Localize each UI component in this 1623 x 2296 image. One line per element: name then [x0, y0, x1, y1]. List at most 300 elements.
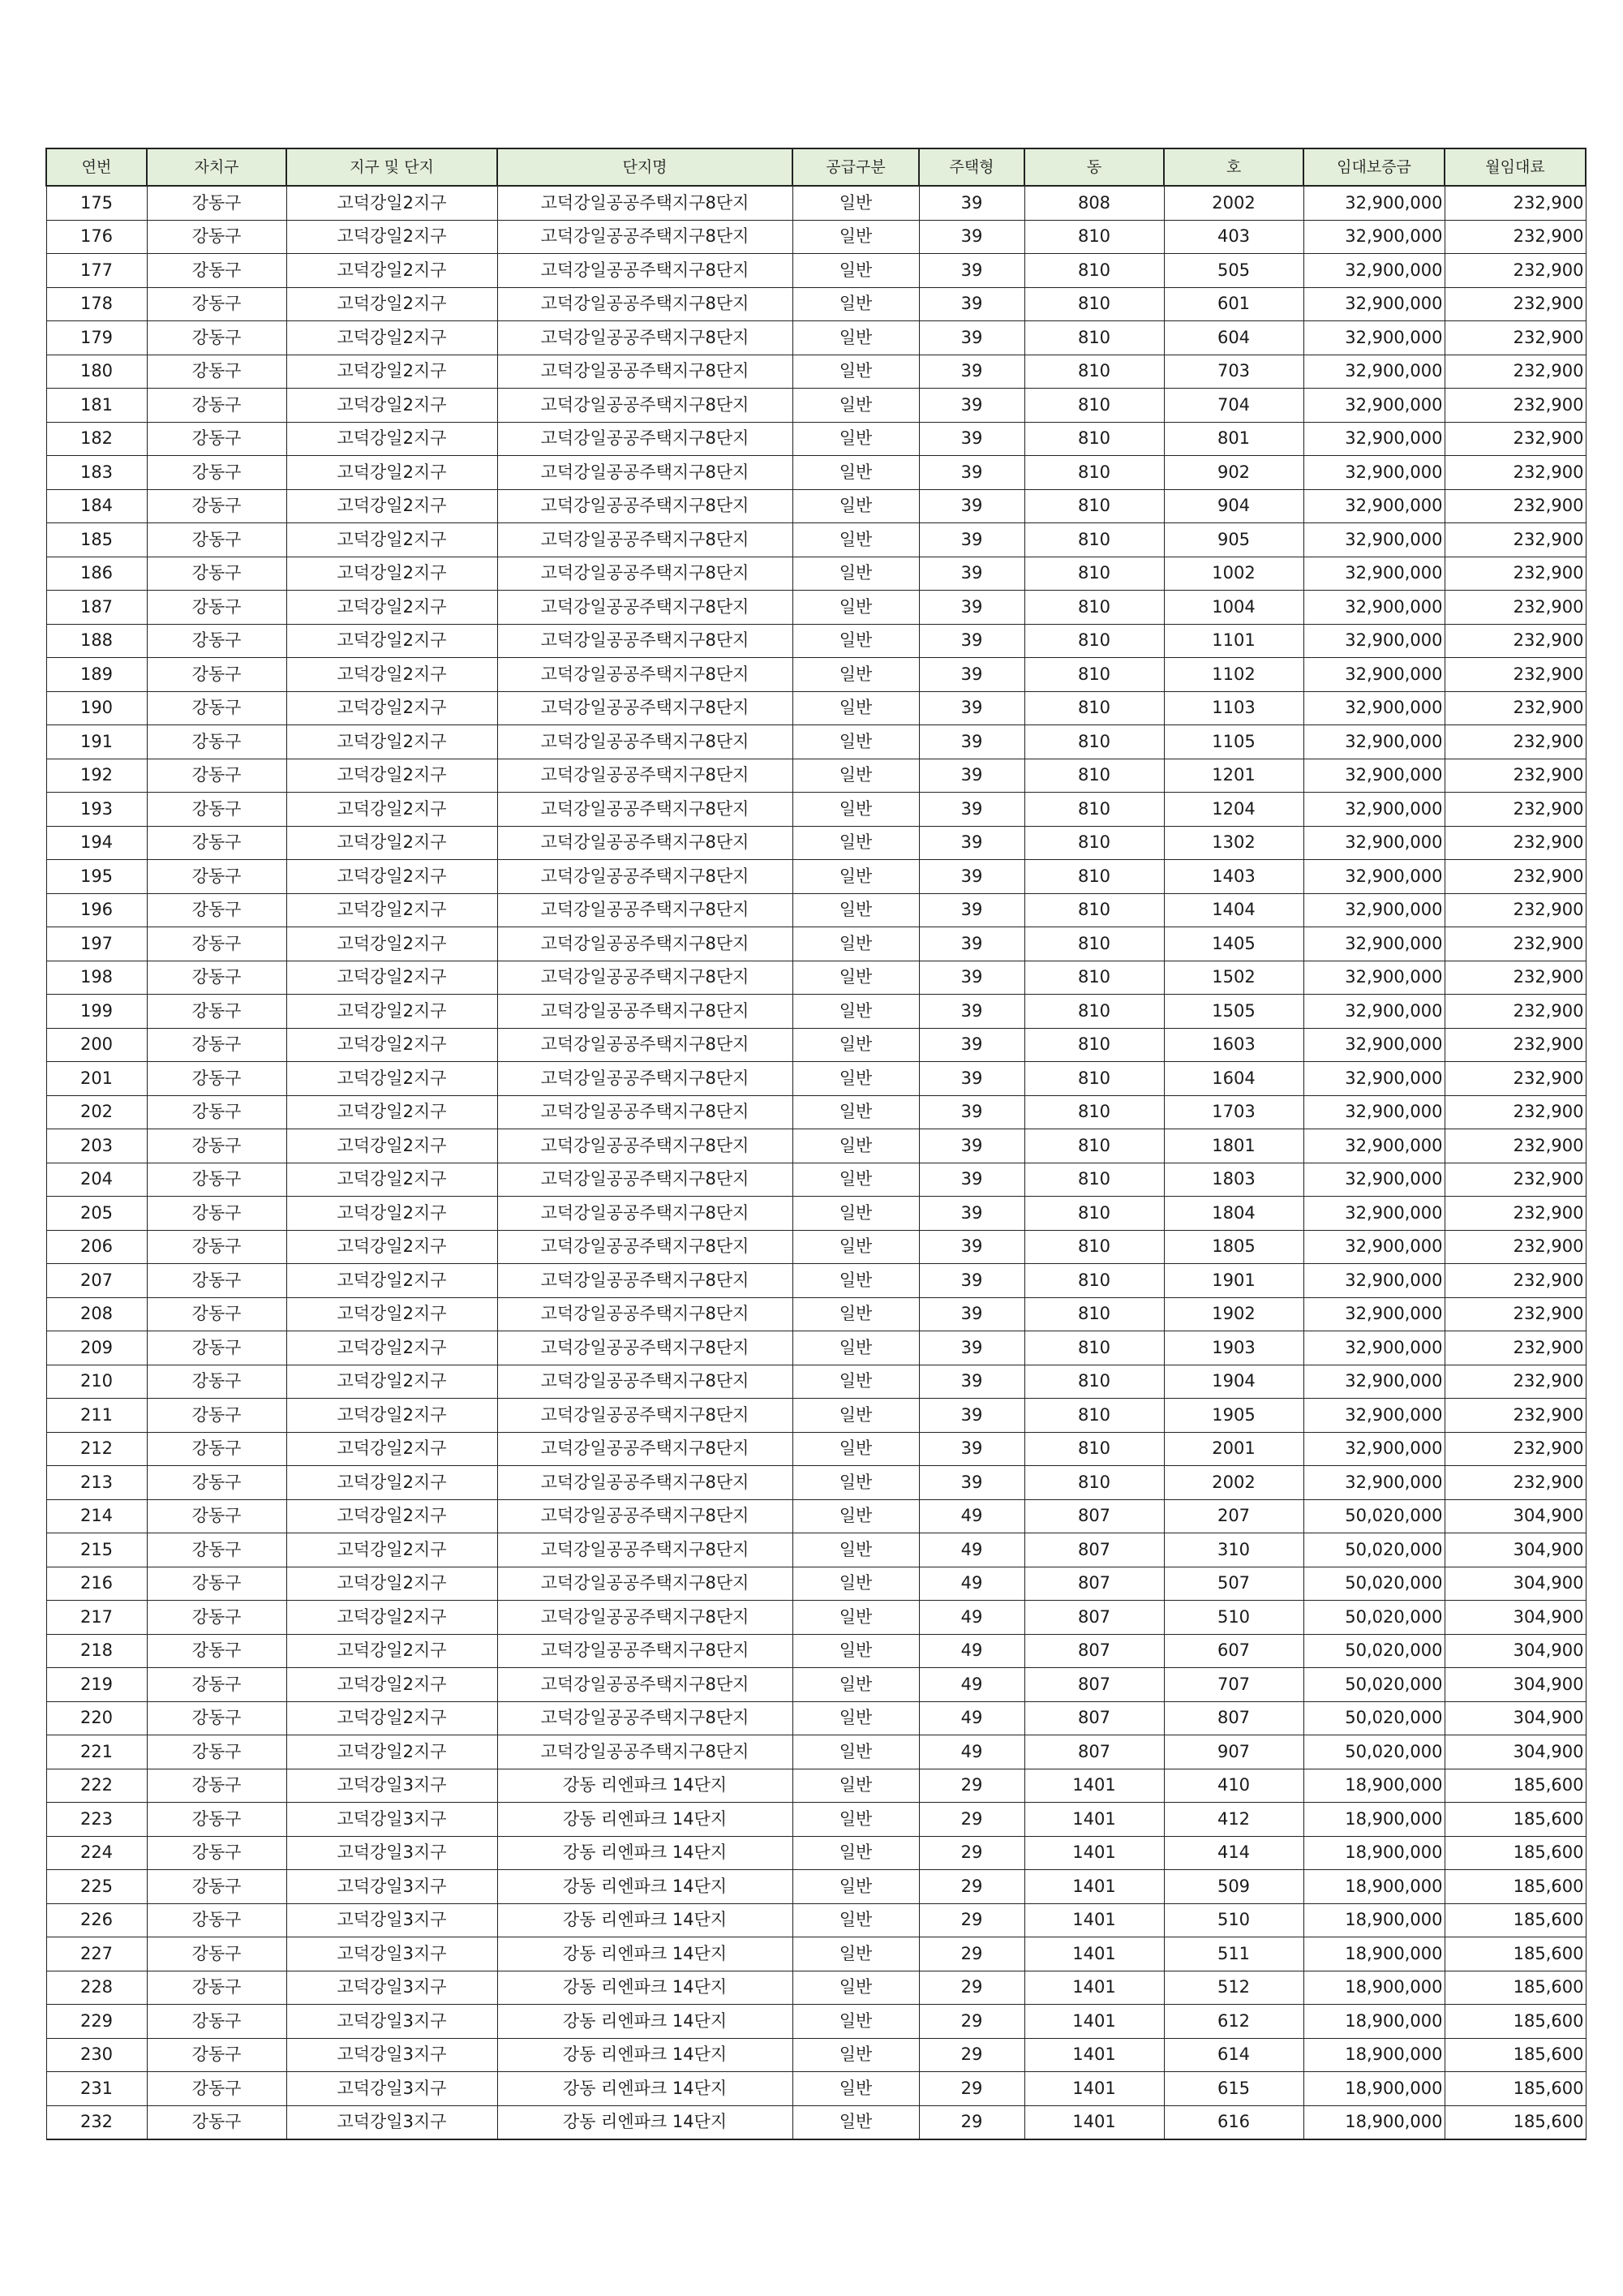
- cell-district: 강동구: [147, 1903, 286, 1937]
- cell-complex: 고덕강일공공주택지구8단지: [497, 725, 792, 759]
- cell-deposit: 50,020,000: [1303, 1634, 1445, 1668]
- cell-unit-type: 39: [919, 759, 1024, 793]
- cell-serial: 211: [46, 1399, 147, 1433]
- cell-monthly-rent: 232,900: [1445, 1432, 1586, 1466]
- cell-supply-type: 일반: [792, 422, 919, 456]
- cell-complex: 고덕강일공공주택지구8단지: [497, 860, 792, 894]
- cell-complex: 고덕강일공공주택지구8단지: [497, 1095, 792, 1129]
- cell-unit-number: 1804: [1164, 1197, 1303, 1231]
- cell-unit-number: 1403: [1164, 860, 1303, 894]
- cell-serial: 181: [46, 389, 147, 423]
- cell-complex: 강동 리엔파크 14단지: [497, 1870, 792, 1904]
- cell-building: 810: [1024, 557, 1164, 591]
- cell-serial: 180: [46, 355, 147, 389]
- cell-complex: 고덕강일공공주택지구8단지: [497, 995, 792, 1029]
- cell-serial: 210: [46, 1365, 147, 1399]
- cell-zone: 고덕강일2지구: [286, 1197, 497, 1231]
- cell-complex: 고덕강일공공주택지구8단지: [497, 1197, 792, 1231]
- cell-zone: 고덕강일2지구: [286, 1601, 497, 1635]
- cell-building: 1401: [1024, 1971, 1164, 2005]
- cell-district: 강동구: [147, 1567, 286, 1601]
- cell-building: 1401: [1024, 1836, 1164, 1870]
- cell-deposit: 32,900,000: [1303, 456, 1445, 490]
- cell-complex: 고덕강일공공주택지구8단지: [497, 1331, 792, 1365]
- cell-district: 강동구: [147, 1499, 286, 1533]
- cell-complex: 고덕강일공공주택지구8단지: [497, 1567, 792, 1601]
- table-row: [46, 658, 1586, 692]
- cell-zone: 고덕강일2지구: [286, 1399, 497, 1433]
- cell-building: 810: [1024, 961, 1164, 995]
- cell-serial: 208: [46, 1297, 147, 1331]
- cell-unit-number: 703: [1164, 355, 1303, 389]
- cell-zone: 고덕강일3지구: [286, 2105, 497, 2139]
- cell-unit-type: 39: [919, 927, 1024, 961]
- cell-unit-type: 39: [919, 389, 1024, 423]
- cell-unit-type: 39: [919, 995, 1024, 1029]
- cell-monthly-rent: 232,900: [1445, 1129, 1586, 1163]
- cell-zone: 고덕강일2지구: [286, 355, 497, 389]
- cell-zone: 고덕강일2지구: [286, 489, 497, 523]
- cell-zone: 고덕강일3지구: [286, 2038, 497, 2072]
- cell-zone: 고덕강일2지구: [286, 1230, 497, 1264]
- cell-district: 강동구: [147, 1803, 286, 1837]
- cell-unit-type: 29: [919, 1937, 1024, 1971]
- cell-serial: 232: [46, 2105, 147, 2139]
- cell-building: 807: [1024, 1567, 1164, 1601]
- cell-unit-type: 49: [919, 1668, 1024, 1702]
- cell-unit-number: 505: [1164, 254, 1303, 288]
- table-row: [46, 1971, 1586, 2005]
- cell-unit-number: 414: [1164, 1836, 1303, 1870]
- table-row: [46, 254, 1586, 288]
- cell-building: 1401: [1024, 1937, 1164, 1971]
- cell-unit-type: 39: [919, 793, 1024, 827]
- cell-monthly-rent: 232,900: [1445, 287, 1586, 321]
- cell-supply-type: 일반: [792, 1129, 919, 1163]
- cell-building: 810: [1024, 1129, 1164, 1163]
- cell-monthly-rent: 185,600: [1445, 2038, 1586, 2072]
- cell-zone: 고덕강일2지구: [286, 220, 497, 254]
- cell-district: 강동구: [147, 1062, 286, 1096]
- cell-building: 810: [1024, 995, 1164, 1029]
- cell-serial: 221: [46, 1735, 147, 1769]
- cell-unit-type: 29: [919, 1769, 1024, 1803]
- table-row: [46, 1230, 1586, 1264]
- cell-deposit: 32,900,000: [1303, 826, 1445, 860]
- cell-monthly-rent: 232,900: [1445, 860, 1586, 894]
- table-row: [46, 1095, 1586, 1129]
- cell-monthly-rent: 185,600: [1445, 2005, 1586, 2039]
- cell-deposit: 18,900,000: [1303, 1836, 1445, 1870]
- cell-complex: 고덕강일공공주택지구8단지: [497, 1399, 792, 1433]
- cell-unit-number: 1103: [1164, 691, 1303, 725]
- cell-unit-type: 39: [919, 1331, 1024, 1365]
- cell-building: 810: [1024, 1062, 1164, 1096]
- cell-supply-type: 일반: [792, 1062, 919, 1096]
- cell-zone: 고덕강일2지구: [286, 658, 497, 692]
- cell-serial: 199: [46, 995, 147, 1029]
- table-row: [46, 1163, 1586, 1197]
- cell-serial: 227: [46, 1937, 147, 1971]
- cell-complex: 고덕강일공공주택지구8단지: [497, 1129, 792, 1163]
- cell-monthly-rent: 232,900: [1445, 389, 1586, 423]
- cell-building: 810: [1024, 1466, 1164, 1500]
- table-row: [46, 456, 1586, 490]
- cell-zone: 고덕강일2지구: [286, 793, 497, 827]
- table-row: [46, 1634, 1586, 1668]
- cell-serial: 206: [46, 1230, 147, 1264]
- cell-serial: 224: [46, 1836, 147, 1870]
- cell-complex: 고덕강일공공주택지구8단지: [497, 321, 792, 355]
- cell-zone: 고덕강일3지구: [286, 1937, 497, 1971]
- cell-unit-type: 29: [919, 1903, 1024, 1937]
- cell-deposit: 32,900,000: [1303, 1399, 1445, 1433]
- table-row: [46, 557, 1586, 591]
- cell-unit-type: 39: [919, 658, 1024, 692]
- cell-building: 810: [1024, 1365, 1164, 1399]
- table-row: [46, 1870, 1586, 1904]
- cell-supply-type: 일반: [792, 1466, 919, 1500]
- cell-deposit: 50,020,000: [1303, 1701, 1445, 1735]
- cell-unit-type: 39: [919, 186, 1024, 220]
- cell-complex: 고덕강일공공주택지구8단지: [497, 1163, 792, 1197]
- cell-unit-number: 601: [1164, 287, 1303, 321]
- cell-zone: 고덕강일2지구: [286, 1264, 497, 1298]
- cell-zone: 고덕강일2지구: [286, 860, 497, 894]
- cell-complex: 고덕강일공공주택지구8단지: [497, 389, 792, 423]
- cell-unit-type: 39: [919, 826, 1024, 860]
- cell-deposit: 32,900,000: [1303, 995, 1445, 1029]
- cell-monthly-rent: 232,900: [1445, 557, 1586, 591]
- cell-zone: 고덕강일2지구: [286, 1701, 497, 1735]
- cell-complex: 고덕강일공공주택지구8단지: [497, 1432, 792, 1466]
- table-row: [46, 793, 1586, 827]
- cell-monthly-rent: 232,900: [1445, 456, 1586, 490]
- table-row: [46, 1937, 1586, 1971]
- cell-deposit: 32,900,000: [1303, 591, 1445, 625]
- cell-building: 810: [1024, 1197, 1164, 1231]
- cell-monthly-rent: 232,900: [1445, 1365, 1586, 1399]
- cell-deposit: 32,900,000: [1303, 793, 1445, 827]
- cell-monthly-rent: 304,900: [1445, 1701, 1586, 1735]
- table-row: [46, 523, 1586, 557]
- cell-unit-number: 1204: [1164, 793, 1303, 827]
- cell-monthly-rent: 232,900: [1445, 1297, 1586, 1331]
- cell-zone: 고덕강일2지구: [286, 893, 497, 927]
- cell-unit-type: 29: [919, 1971, 1024, 2005]
- cell-unit-type: 39: [919, 1365, 1024, 1399]
- cell-complex: 고덕강일공공주택지구8단지: [497, 1028, 792, 1062]
- cell-unit-type: 39: [919, 321, 1024, 355]
- cell-supply-type: 일반: [792, 1230, 919, 1264]
- cell-district: 강동구: [147, 1971, 286, 2005]
- cell-zone: 고덕강일3지구: [286, 1870, 497, 1904]
- cell-complex: 강동 리엔파크 14단지: [497, 1971, 792, 2005]
- table-row: [46, 1601, 1586, 1635]
- cell-building: 810: [1024, 1432, 1164, 1466]
- cell-zone: 고덕강일3지구: [286, 1971, 497, 2005]
- cell-unit-type: 39: [919, 591, 1024, 625]
- cell-monthly-rent: 304,900: [1445, 1634, 1586, 1668]
- cell-zone: 고덕강일2지구: [286, 456, 497, 490]
- cell-zone: 고덕강일2지구: [286, 186, 497, 220]
- cell-complex: 고덕강일공공주택지구8단지: [497, 287, 792, 321]
- cell-unit-number: 905: [1164, 523, 1303, 557]
- cell-serial: 202: [46, 1095, 147, 1129]
- cell-monthly-rent: 232,900: [1445, 1331, 1586, 1365]
- cell-building: 810: [1024, 624, 1164, 658]
- cell-district: 강동구: [147, 624, 286, 658]
- cell-monthly-rent: 232,900: [1445, 793, 1586, 827]
- cell-supply-type: 일반: [792, 961, 919, 995]
- cell-monthly-rent: 232,900: [1445, 1399, 1586, 1433]
- cell-complex: 고덕강일공공주택지구8단지: [497, 523, 792, 557]
- cell-deposit: 32,900,000: [1303, 1432, 1445, 1466]
- cell-supply-type: 일반: [792, 1432, 919, 1466]
- table-row: [46, 759, 1586, 793]
- cell-unit-number: 310: [1164, 1533, 1303, 1567]
- cell-monthly-rent: 232,900: [1445, 1197, 1586, 1231]
- cell-deposit: 32,900,000: [1303, 355, 1445, 389]
- cell-unit-type: 39: [919, 287, 1024, 321]
- cell-serial: 218: [46, 1634, 147, 1668]
- cell-zone: 고덕강일2지구: [286, 759, 497, 793]
- table-row: [46, 995, 1586, 1029]
- cell-unit-type: 39: [919, 1230, 1024, 1264]
- cell-unit-number: 1905: [1164, 1399, 1303, 1433]
- cell-deposit: 50,020,000: [1303, 1735, 1445, 1769]
- cell-unit-number: 904: [1164, 489, 1303, 523]
- cell-unit-number: 410: [1164, 1769, 1303, 1803]
- cell-supply-type: 일반: [792, 557, 919, 591]
- cell-serial: 212: [46, 1432, 147, 1466]
- cell-zone: 고덕강일2지구: [286, 254, 497, 288]
- cell-building: 810: [1024, 826, 1164, 860]
- cell-deposit: 18,900,000: [1303, 1870, 1445, 1904]
- cell-zone: 고덕강일2지구: [286, 1297, 497, 1331]
- cell-monthly-rent: 232,900: [1445, 422, 1586, 456]
- cell-deposit: 32,900,000: [1303, 1062, 1445, 1096]
- cell-supply-type: 일반: [792, 1601, 919, 1635]
- cell-serial: 192: [46, 759, 147, 793]
- cell-unit-number: 614: [1164, 2038, 1303, 2072]
- cell-building: 807: [1024, 1701, 1164, 1735]
- cell-district: 강동구: [147, 1533, 286, 1567]
- cell-unit-number: 412: [1164, 1803, 1303, 1837]
- cell-monthly-rent: 232,900: [1445, 1230, 1586, 1264]
- cell-building: 1401: [1024, 1803, 1164, 1837]
- cell-district: 강동구: [147, 254, 286, 288]
- cell-unit-type: 39: [919, 1466, 1024, 1500]
- cell-deposit: 32,900,000: [1303, 254, 1445, 288]
- cell-monthly-rent: 232,900: [1445, 624, 1586, 658]
- cell-supply-type: 일반: [792, 254, 919, 288]
- cell-district: 강동구: [147, 1432, 286, 1466]
- cell-supply-type: 일반: [792, 691, 919, 725]
- cell-serial: 207: [46, 1264, 147, 1298]
- cell-supply-type: 일반: [792, 624, 919, 658]
- cell-supply-type: 일반: [792, 1365, 919, 1399]
- cell-building: 807: [1024, 1533, 1164, 1567]
- cell-monthly-rent: 185,600: [1445, 1836, 1586, 1870]
- cell-monthly-rent: 232,900: [1445, 1163, 1586, 1197]
- cell-unit-type: 39: [919, 1197, 1024, 1231]
- cell-building: 810: [1024, 691, 1164, 725]
- cell-deposit: 32,900,000: [1303, 1129, 1445, 1163]
- cell-deposit: 32,900,000: [1303, 1028, 1445, 1062]
- cell-serial: 183: [46, 456, 147, 490]
- cell-complex: 고덕강일공공주택지구8단지: [497, 186, 792, 220]
- cell-serial: 225: [46, 1870, 147, 1904]
- cell-deposit: 32,900,000: [1303, 961, 1445, 995]
- cell-complex: 고덕강일공공주택지구8단지: [497, 893, 792, 927]
- cell-deposit: 18,900,000: [1303, 2005, 1445, 2039]
- cell-monthly-rent: 232,900: [1445, 1028, 1586, 1062]
- cell-monthly-rent: 232,900: [1445, 186, 1586, 220]
- cell-supply-type: 일반: [792, 2038, 919, 2072]
- cell-zone: 고덕강일2지구: [286, 624, 497, 658]
- cell-unit-number: 1201: [1164, 759, 1303, 793]
- cell-district: 강동구: [147, 826, 286, 860]
- table-row: [46, 1769, 1586, 1803]
- cell-unit-number: 1505: [1164, 995, 1303, 1029]
- cell-unit-number: 509: [1164, 1870, 1303, 1904]
- cell-unit-number: 807: [1164, 1701, 1303, 1735]
- cell-deposit: 32,900,000: [1303, 1365, 1445, 1399]
- cell-serial: 179: [46, 321, 147, 355]
- cell-zone: 고덕강일2지구: [286, 826, 497, 860]
- cell-district: 강동구: [147, 1634, 286, 1668]
- cell-district: 강동구: [147, 1601, 286, 1635]
- cell-building: 807: [1024, 1499, 1164, 1533]
- cell-monthly-rent: 232,900: [1445, 725, 1586, 759]
- cell-supply-type: 일반: [792, 1971, 919, 2005]
- cell-deposit: 32,900,000: [1303, 1264, 1445, 1298]
- cell-unit-type: 39: [919, 691, 1024, 725]
- cell-building: 810: [1024, 287, 1164, 321]
- table-row: [46, 1499, 1586, 1533]
- cell-supply-type: 일반: [792, 995, 919, 1029]
- cell-unit-type: 49: [919, 1499, 1024, 1533]
- cell-unit-number: 2002: [1164, 1466, 1303, 1500]
- cell-complex: 고덕강일공공주택지구8단지: [497, 1365, 792, 1399]
- table-row: [46, 321, 1586, 355]
- cell-district: 강동구: [147, 1466, 286, 1500]
- cell-building: 807: [1024, 1634, 1164, 1668]
- cell-unit-number: 707: [1164, 1668, 1303, 1702]
- cell-district: 강동구: [147, 725, 286, 759]
- cell-building: 810: [1024, 927, 1164, 961]
- cell-monthly-rent: 232,900: [1445, 658, 1586, 692]
- cell-unit-number: 1803: [1164, 1163, 1303, 1197]
- cell-supply-type: 일반: [792, 1567, 919, 1601]
- cell-complex: 강동 리엔파크 14단지: [497, 1903, 792, 1937]
- cell-unit-number: 1901: [1164, 1264, 1303, 1298]
- cell-serial: 205: [46, 1197, 147, 1231]
- cell-monthly-rent: 232,900: [1445, 321, 1586, 355]
- cell-unit-type: 39: [919, 489, 1024, 523]
- cell-unit-number: 615: [1164, 2072, 1303, 2106]
- col-header-district: 자치구: [147, 148, 286, 186]
- cell-complex: 고덕강일공공주택지구8단지: [497, 422, 792, 456]
- cell-unit-type: 49: [919, 1567, 1024, 1601]
- cell-monthly-rent: 232,900: [1445, 1062, 1586, 1096]
- cell-serial: 203: [46, 1129, 147, 1163]
- cell-district: 강동구: [147, 961, 286, 995]
- table-row: [46, 2105, 1586, 2139]
- cell-deposit: 32,900,000: [1303, 725, 1445, 759]
- table-row: [46, 1062, 1586, 1096]
- cell-deposit: 32,900,000: [1303, 287, 1445, 321]
- cell-serial: 220: [46, 1701, 147, 1735]
- cell-unit-number: 907: [1164, 1735, 1303, 1769]
- cell-district: 강동구: [147, 1230, 286, 1264]
- cell-supply-type: 일반: [792, 186, 919, 220]
- cell-deposit: 50,020,000: [1303, 1499, 1445, 1533]
- cell-building: 810: [1024, 860, 1164, 894]
- cell-complex: 고덕강일공공주택지구8단지: [497, 1701, 792, 1735]
- table-row: [46, 1028, 1586, 1062]
- table-row: [46, 1903, 1586, 1937]
- col-header-supply-type: 공급구분: [792, 148, 919, 186]
- cell-district: 강동구: [147, 1836, 286, 1870]
- cell-supply-type: 일반: [792, 220, 919, 254]
- cell-complex: 고덕강일공공주택지구8단지: [497, 658, 792, 692]
- cell-unit-number: 1102: [1164, 658, 1303, 692]
- cell-district: 강동구: [147, 893, 286, 927]
- cell-unit-number: 801: [1164, 422, 1303, 456]
- cell-unit-type: 29: [919, 1870, 1024, 1904]
- cell-serial: 196: [46, 893, 147, 927]
- cell-unit-number: 616: [1164, 2105, 1303, 2139]
- cell-deposit: 32,900,000: [1303, 927, 1445, 961]
- table-row: [46, 1197, 1586, 1231]
- cell-district: 강동구: [147, 220, 286, 254]
- table-row: [46, 422, 1586, 456]
- cell-building: 810: [1024, 658, 1164, 692]
- cell-complex: 고덕강일공공주택지구8단지: [497, 1230, 792, 1264]
- cell-unit-number: 1801: [1164, 1129, 1303, 1163]
- cell-district: 강동구: [147, 1129, 286, 1163]
- cell-unit-type: 39: [919, 860, 1024, 894]
- cell-monthly-rent: 304,900: [1445, 1601, 1586, 1635]
- cell-district: 강동구: [147, 321, 286, 355]
- cell-serial: 185: [46, 523, 147, 557]
- cell-unit-type: 29: [919, 2105, 1024, 2139]
- cell-building: 810: [1024, 254, 1164, 288]
- cell-complex: 고덕강일공공주택지구8단지: [497, 220, 792, 254]
- cell-building: 810: [1024, 1399, 1164, 1433]
- cell-unit-type: 39: [919, 1432, 1024, 1466]
- cell-supply-type: 일반: [792, 1533, 919, 1567]
- cell-building: 810: [1024, 220, 1164, 254]
- cell-zone: 고덕강일2지구: [286, 1634, 497, 1668]
- cell-district: 강동구: [147, 1197, 286, 1231]
- table-row: [46, 1803, 1586, 1837]
- col-header-serial: 연번: [46, 148, 147, 186]
- col-header-complex: 단지명: [497, 148, 792, 186]
- cell-building: 810: [1024, 1264, 1164, 1298]
- cell-supply-type: 일반: [792, 1937, 919, 1971]
- cell-complex: 강동 리엔파크 14단지: [497, 1769, 792, 1803]
- cell-supply-type: 일반: [792, 1903, 919, 1937]
- cell-monthly-rent: 232,900: [1445, 523, 1586, 557]
- cell-zone: 고덕강일2지구: [286, 1095, 497, 1129]
- cell-zone: 고덕강일2지구: [286, 287, 497, 321]
- cell-serial: 204: [46, 1163, 147, 1197]
- cell-building: 810: [1024, 523, 1164, 557]
- table-row: [46, 927, 1586, 961]
